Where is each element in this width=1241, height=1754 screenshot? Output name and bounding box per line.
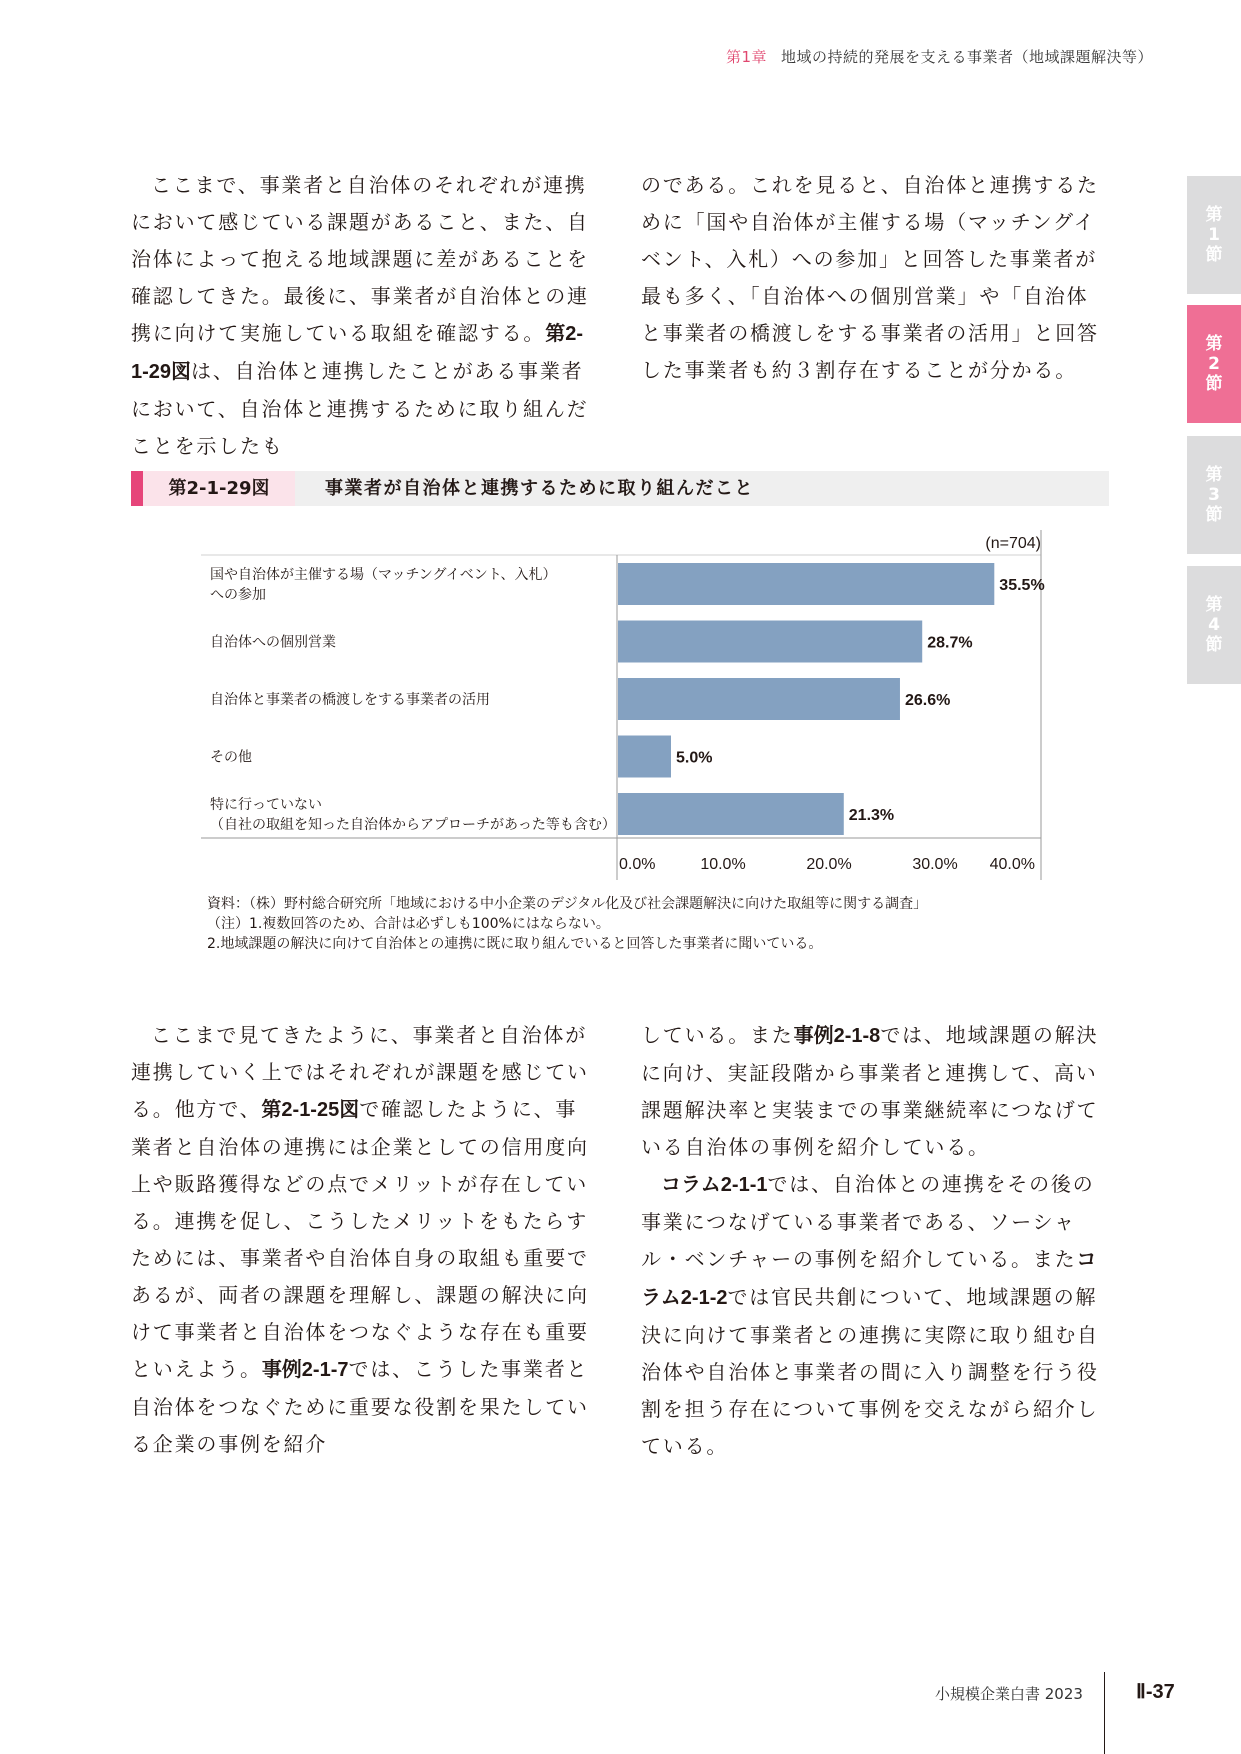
tab-char: 第 [1205, 595, 1223, 615]
note-2: 2.地域課題の解決に向けて自治体との連携に既に取り組んでいると回答した事業者に聞いている。 [207, 936, 823, 952]
chapter-title: 地域の持続的発展を支える事業者（地域課題解決等） [780, 48, 1153, 66]
source-note: 資料：（株）野村総合研究所「地域における中小企業のデジタル化及び社会課題解決に向けた取組等に関する調査」 [207, 896, 928, 912]
tab-char: 4 [1208, 615, 1220, 635]
x-tick-label: 40.0% [989, 856, 1035, 873]
x-tick-label: 20.0% [806, 856, 852, 873]
page-number: Ⅱ-37 [1136, 1681, 1175, 1703]
tab-char: 節 [1205, 635, 1223, 655]
tab-char: 節 [1205, 374, 1223, 394]
note-1: （注）1.複数回答のため、合計は必ずしも100%にはならない。 [207, 916, 610, 932]
section-tab-1[interactable] [1187, 176, 1241, 294]
chapter-header [726, 46, 1153, 67]
figure-notes [207, 894, 927, 954]
data-label: 35.5% [999, 577, 1045, 594]
tab-char: 第 [1205, 465, 1223, 485]
data-label: 21.3% [848, 807, 895, 824]
category-label: その他 [210, 749, 252, 766]
tab-char: 3 [1208, 485, 1220, 505]
figure-title-bar [131, 471, 1109, 506]
category-label: 国や自治体が主催する場（マッチングイベント、入札） [210, 567, 557, 583]
category-label: （自社の取組を知った自治体からアプローチがあった等も含む） [210, 817, 616, 833]
bar [618, 678, 900, 720]
x-tick-label: 10.0% [700, 856, 746, 873]
bar [618, 621, 922, 663]
paragraph-text: ここまで見てきたように、事業者と自治体が連携していく上ではそれぞれが課題を感じている。他方で、 [131, 1023, 589, 1121]
paragraph-text: では、地域課題の解決に向け、実証段階から事業者と連携して、高い課題解決率と実装までの事業継続率につなげている自治体の事例を紹介している。 [641, 1023, 1099, 1159]
case-reference: 事例2-1-7 [261, 1359, 349, 1381]
tab-char: 1 [1208, 225, 1220, 245]
category-label: 特に行っていない [210, 797, 322, 813]
body-text-bottom-left [131, 1017, 595, 1463]
data-label: 5.0% [676, 749, 713, 767]
tab-char: 節 [1205, 245, 1223, 265]
bar [618, 736, 671, 778]
figure-title: 事業者が自治体と連携するために取り組んだこと [325, 478, 754, 499]
data-label: 26.6% [904, 692, 951, 709]
column-reference: コラム2-1-1 [661, 1174, 768, 1196]
category-label: 自治体と事業者の橋渡しをする事業者の活用 [210, 692, 490, 708]
x-tick-label: 0.0% [619, 856, 656, 873]
figure-reference: 第2-1-29図 [131, 323, 583, 383]
column-reference: コラム2-1-2 [641, 1249, 1097, 1309]
figure-accent-bar [131, 471, 143, 506]
data-label: 28.7% [927, 634, 973, 652]
paragraph-text: ここまで、事業者と自治体のそれぞれが連携において感じている課題があること、また、自治体によって抱える地域課題に差があることを確認してきた。最後に、事業者が自治体との連携に向けて実施している取組を確認する。 [131, 173, 589, 345]
sample-size-label: (n=704) [985, 535, 1041, 552]
figure-number: 第2-1-29図 [143, 471, 295, 506]
body-text-bottom-right [641, 1017, 1105, 1465]
body-text-top-right [641, 167, 1105, 389]
case-reference: 事例2-1-8 [793, 1025, 881, 1047]
paragraph-text: では、こうした事業者と自治体をつなぐために重要な役割を果たしている企業の事例を紹介 [131, 1357, 589, 1456]
bar [618, 793, 844, 835]
tab-char: 2 [1208, 354, 1220, 374]
paragraph-text: で確認したように、事業者と自治体の連携には企業としての信用度向上や販路獲得などの点でメリットが存在している。連携を促し、こうしたメリットをもたらすためには、事業者や自治体自身の取組も重要であるが、両者の課題を理解し、課題の解決に向けて事業者と自治体をつなぐような存在も重要といえよう。 [131, 1097, 589, 1381]
footer-divider [1104, 1672, 1105, 1754]
category-label: への参加 [210, 587, 266, 603]
section-tab-3[interactable] [1187, 436, 1241, 554]
bar [618, 563, 994, 605]
paragraph-text: している。また [641, 1023, 794, 1047]
tab-char: 節 [1205, 505, 1223, 525]
chapter-number: 第1章 [725, 48, 767, 66]
body-text-top-left [131, 167, 595, 465]
tab-char: 第 [1205, 205, 1223, 225]
paragraph-text: では官民共創について、地域課題の解決に向けて事業者との連携に実際に取り組む自治体や自治体と事業者の間に入り調整を行う役割を担う存在について事例を交えながら紹介している。 [641, 1285, 1099, 1458]
paragraph-text: のである。これを見ると、自治体と連携するために「国や自治体が主催する場（マッチングイベント、入札）への参加」と回答した事業者が最も多く、「自治体への個別営業」や「自治体と事業者の橋渡しをする事業者の活用」と回答した事業者も約３割存在することが分かる。 [641, 173, 1099, 382]
x-tick-label: 30.0% [912, 856, 958, 873]
figure-reference: 第2-1-25図 [261, 1099, 360, 1121]
section-tab-4[interactable] [1187, 566, 1241, 684]
section-tab-2[interactable] [1187, 305, 1241, 423]
category-label: 自治体への個別営業 [210, 634, 336, 651]
paragraph-text: は、自治体と連携したことがある事業者において、自治体と連携するために取り組んだことを示したも [131, 359, 589, 458]
paragraph-text: では、自治体との連携をその後の事業につなげている事業者である、ソーシャル・ベンチャーの事例を紹介している。また [641, 1172, 1095, 1271]
tab-char: 第 [1205, 334, 1223, 354]
footer-book-title: 小規模企業白書 2023 [935, 1685, 1083, 1703]
